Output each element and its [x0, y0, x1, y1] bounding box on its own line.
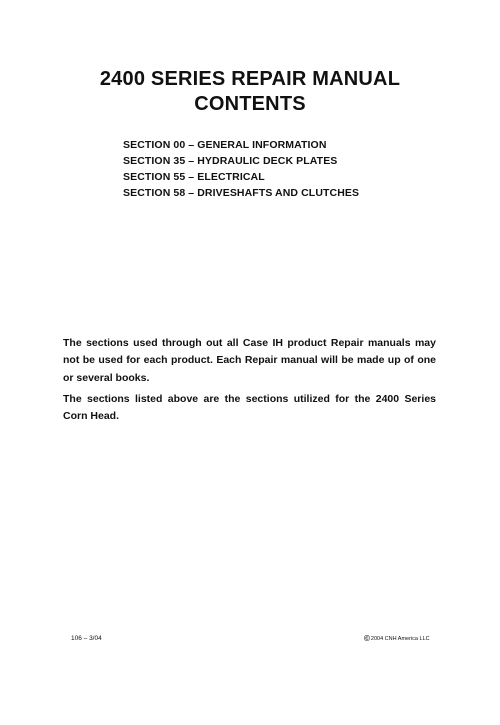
contents-item-section-58: SECTION 58 – DRIVESHAFTS AND CLUTCHES [123, 187, 360, 199]
contents-item-section-55: SECTION 55 – ELECTRICAL [123, 171, 265, 183]
sections-note-paragraph: The sections used through out all Case IH product Repair manuals may not be used for each product. Each Repair manual will be made up of one or several books. [63, 337, 436, 384]
footer-copyright [364, 634, 430, 644]
document-title-line-1: 2400 SERIES REPAIR MANUAL [99, 68, 401, 90]
contents-item-section-00: SECTION 00 – GENERAL INFORMATION [123, 139, 327, 151]
copyright-text: 2004 CNH America LLC [370, 636, 430, 642]
sections-utilized-paragraph: The sections listed above are the sections utilized for the 2400 Series Corn Head. [63, 393, 436, 423]
document-title-line-2: CONTENTS [194, 93, 306, 115]
footer-document-code: 106 – 3/04 [71, 635, 102, 642]
contents-list [123, 137, 359, 201]
copyright-symbol: © [364, 634, 370, 643]
contents-item-section-35: SECTION 35 – HYDRAULIC DECK PLATES [123, 155, 338, 167]
